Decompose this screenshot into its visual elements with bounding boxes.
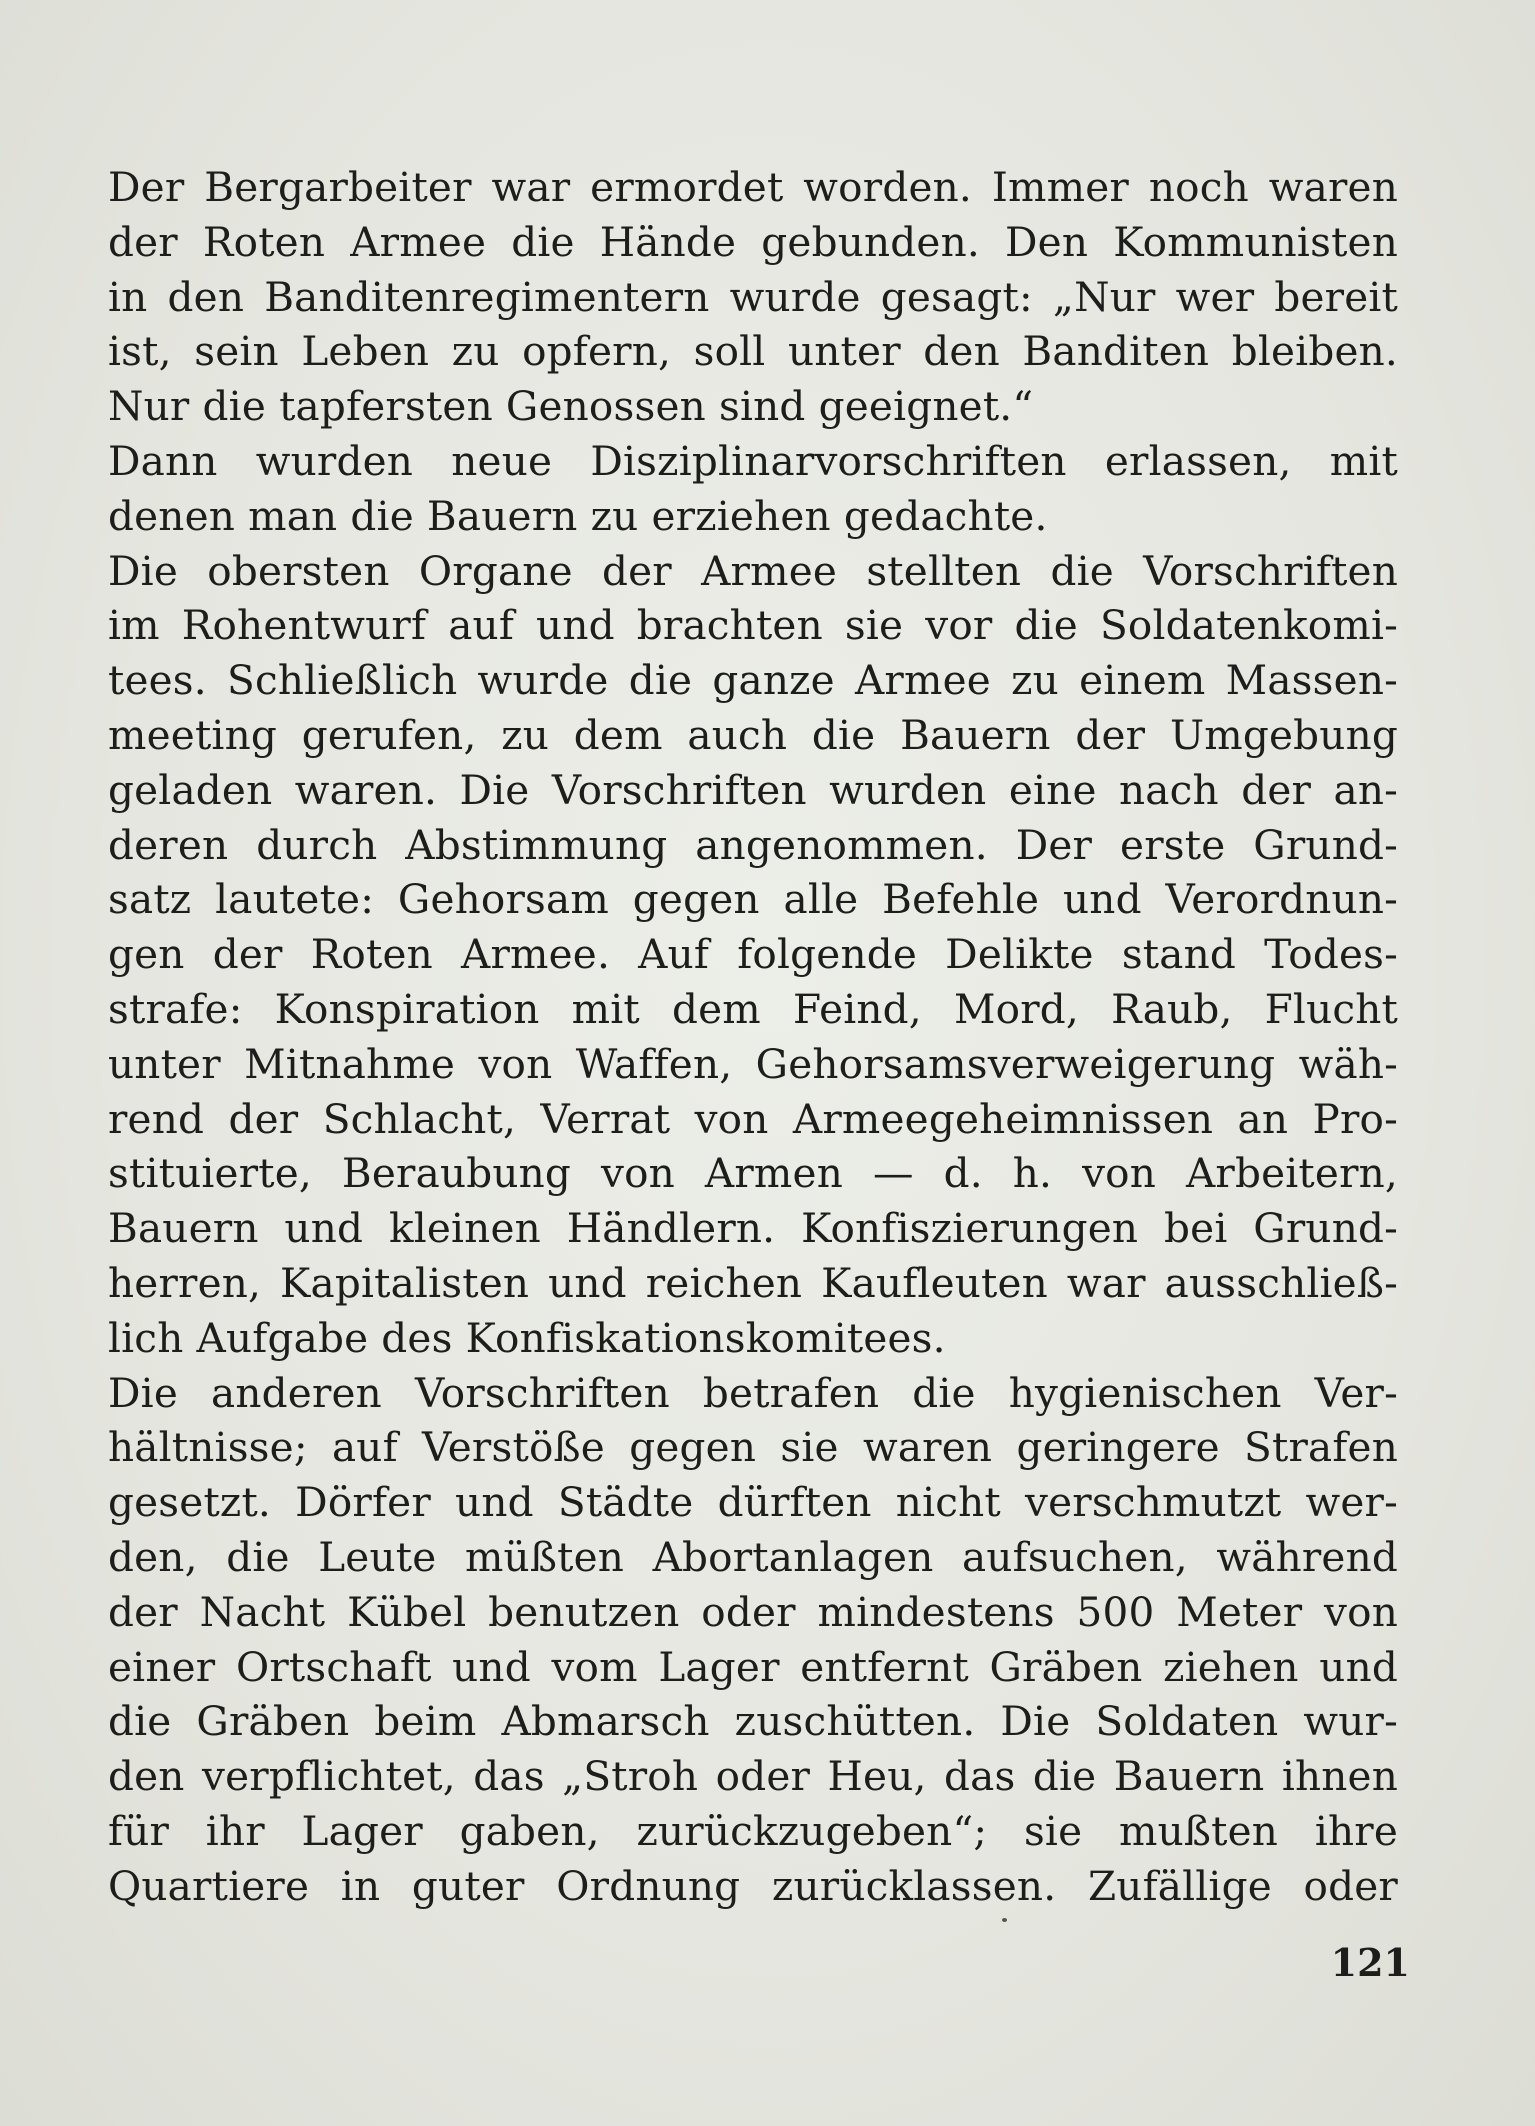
text-line: deren durch Abstimmung angenommen. Der erste Grund- xyxy=(108,820,1398,869)
text-line: Die anderen Vorschriften betrafen die hygienischen Ver- xyxy=(108,1368,1398,1417)
text-line: meeting gerufen, zu dem auch die Bauern der Umgebung xyxy=(108,710,1398,759)
text-line: Bauern und kleinen Händlern. Konfiszierungen bei Grund- xyxy=(108,1204,1398,1253)
text-line: Dann wurden neue Disziplinarvorschriften erlassen, mit xyxy=(108,436,1398,485)
text-line: stituierte, Beraubung von Armen — d. h. von Arbeitern, xyxy=(108,1149,1398,1198)
text-line: denen man die Bauern zu erziehen gedachte. xyxy=(108,491,1048,540)
text-line: für ihr Lager gaben, zurückzugeben“; sie mußten ihre xyxy=(108,1806,1398,1855)
body-text xyxy=(108,160,1398,1914)
print-speck xyxy=(1002,1918,1007,1922)
text-line: satz lautete: Gehorsam gegen alle Befehle und Verordnun- xyxy=(108,875,1398,924)
text-line: Quartiere in guter Ordnung zurücklassen. Zufällige oder xyxy=(108,1861,1398,1910)
text-line: den, die Leute müßten Abortanlagen aufsuchen, während xyxy=(108,1532,1398,1581)
text-line: die Gräben beim Abmarsch zuschütten. Die Soldaten wur- xyxy=(108,1697,1398,1746)
text-line: geladen waren. Die Vorschriften wurden eine nach der an- xyxy=(108,765,1398,814)
text-line: Die obersten Organe der Armee stellten die Vorschriften xyxy=(108,546,1398,595)
text-line: herren, Kapitalisten und reichen Kaufleuten war ausschließ- xyxy=(108,1258,1398,1307)
text-line: lich Aufgabe des Konfiskationskomitees. xyxy=(108,1313,946,1362)
text-line: der Nacht Kübel benutzen oder mindestens 500 Meter von xyxy=(108,1587,1398,1636)
text-line: der Roten Armee die Hände gebunden. Den Kommunisten xyxy=(108,217,1398,266)
text-line: gesetzt. Dörfer und Städte dürften nicht verschmutzt wer- xyxy=(108,1478,1398,1527)
text-line: Der Bergarbeiter war ermordet worden. Immer noch waren xyxy=(108,163,1398,211)
text-line: strafe: Konspiration mit dem Feind, Mord, Raub, Flucht xyxy=(108,984,1398,1033)
text-line: den verpflichtet, das „Stroh oder Heu, das die Bauern ihnen xyxy=(108,1752,1398,1801)
text-line: unter Mitnahme von Waffen, Gehorsamsverweigerung wäh- xyxy=(108,1039,1398,1088)
text-line: im Rohentwurf auf und brachten sie vor die Soldatenkomi- xyxy=(108,601,1398,650)
text-line: einer Ortschaft und vom Lager entfernt Gräben ziehen und xyxy=(108,1642,1398,1691)
text-line: ist, sein Leben zu opfern, soll unter den Banditen bleiben. xyxy=(108,327,1398,376)
text-line: tees. Schließlich wurde die ganze Armee zu einem Massen- xyxy=(108,656,1398,705)
text-line: hältnisse; auf Verstöße gegen sie waren geringere Strafen xyxy=(108,1423,1398,1472)
text-line: Nur die tapfersten Genossen sind geeignet.“ xyxy=(108,382,1034,431)
page-number: 121 xyxy=(1330,1940,1410,1985)
text-line: in den Banditenregimentern wurde gesagt: „Nur wer bereit xyxy=(108,272,1398,321)
text-line: rend der Schlacht, Verrat von Armeegeheimnissen an Pro- xyxy=(108,1094,1398,1143)
text-line: gen der Roten Armee. Auf folgende Delikte stand Todes- xyxy=(108,930,1398,979)
